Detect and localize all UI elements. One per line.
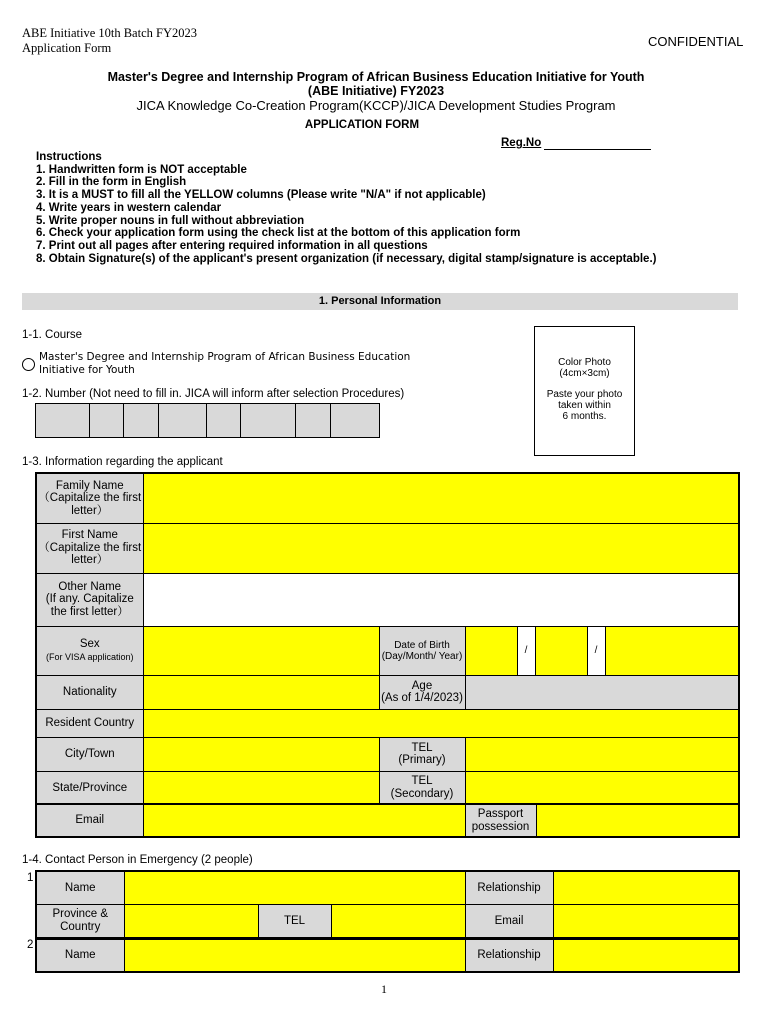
sex-input[interactable] bbox=[143, 626, 379, 675]
email-label-2: Email bbox=[465, 904, 553, 938]
dob-separator: / bbox=[587, 626, 605, 675]
first-name-label bbox=[36, 523, 143, 573]
contact-2-number: 2 bbox=[27, 939, 34, 951]
number-cell bbox=[159, 404, 207, 437]
contact-2-relationship-input[interactable] bbox=[553, 939, 739, 972]
photo-box[interactable] bbox=[534, 326, 635, 456]
application-form-heading: APPLICATION FORM bbox=[304, 119, 420, 131]
course-label: 1-1. Course bbox=[22, 329, 83, 341]
applicant-info-table bbox=[35, 472, 740, 806]
tel-secondary-text: TEL bbox=[411, 775, 433, 788]
other-name-text: Other Name bbox=[58, 580, 122, 593]
contact-2-relationship-label: Relationship bbox=[465, 939, 553, 972]
photo-label: Color Photo bbox=[558, 357, 611, 368]
tel-secondary-label bbox=[379, 771, 465, 805]
header-left bbox=[22, 26, 197, 56]
first-name-note: （Capitalize the first letter） bbox=[38, 541, 142, 567]
province-country-label: Province & Country bbox=[36, 904, 124, 938]
reg-no-field[interactable] bbox=[544, 149, 651, 150]
nationality-label: Nationality bbox=[36, 675, 143, 709]
family-name-label bbox=[36, 473, 143, 523]
tel-primary-input[interactable] bbox=[465, 737, 739, 771]
instruction-item: 1. Handwritten form is NOT acceptable bbox=[36, 163, 247, 176]
course-option-line2: Initiative for Youth bbox=[39, 364, 135, 376]
tel-primary-text: TEL bbox=[411, 741, 433, 754]
age-note: (As of 1/4/2023) bbox=[381, 692, 463, 704]
resident-country-label: Resident Country bbox=[36, 709, 143, 737]
sex-text: Sex bbox=[79, 638, 100, 650]
program-title: Master's Degree and Internship Program of African Business Education Initiative for Youth bbox=[107, 70, 645, 84]
tel-input[interactable] bbox=[331, 904, 465, 938]
tel-primary-note: (Primary) bbox=[398, 754, 446, 766]
number-cell bbox=[90, 404, 125, 437]
instruction-item: 8. Obtain Signature(s) of the applicant's present organization (if necessary, digital stamp/signature is acceptable.) bbox=[36, 252, 657, 265]
emergency-contact-2-clip bbox=[35, 938, 738, 962]
city-label: City/Town bbox=[36, 737, 143, 771]
tel-primary-label bbox=[379, 737, 465, 771]
instructions-heading: Instructions bbox=[36, 151, 102, 163]
number-cell bbox=[331, 404, 379, 437]
instruction-item: 3. It is a MUST to fill all the YELLOW columns (Please write "N/A" if not applicable) bbox=[36, 189, 486, 202]
tel-secondary-note: (Secondary) bbox=[390, 787, 454, 800]
contact-name-label: Name bbox=[36, 871, 124, 904]
number-cell bbox=[36, 404, 90, 437]
photo-size: (4cm×3cm) bbox=[559, 368, 610, 379]
relationship-input[interactable] bbox=[553, 871, 739, 904]
course-radio-button[interactable] bbox=[22, 358, 35, 371]
confidential-label: CONFIDENTIAL bbox=[648, 34, 744, 49]
applicant-info-label: 1-3. Information regarding the applicant bbox=[22, 456, 223, 468]
dob-separator: / bbox=[517, 626, 535, 675]
section-personal-info-bar: 1. Personal Information bbox=[22, 293, 738, 310]
other-name-input[interactable] bbox=[143, 573, 739, 626]
state-label: State/Province bbox=[36, 771, 143, 805]
other-name-note: (If any. Capitalize the first letter） bbox=[45, 593, 134, 618]
program-kccp: JICA Knowledge Co-Creation Program(KCCP)/JICA Development Studies Program bbox=[136, 98, 616, 113]
passport-label: Passport possession bbox=[465, 804, 536, 837]
photo-instruction-3: 6 months. bbox=[562, 411, 607, 422]
sex-note: (For VISA application) bbox=[45, 651, 134, 662]
family-name-input[interactable] bbox=[143, 473, 739, 523]
form-name-label: Application Form bbox=[22, 41, 112, 55]
nationality-input[interactable] bbox=[143, 675, 379, 709]
page-number: 1 bbox=[381, 982, 387, 996]
instruction-item: 5. Write proper nouns in full without abbreviation bbox=[36, 214, 305, 227]
email-label: Email bbox=[36, 804, 143, 837]
number-cell bbox=[207, 404, 241, 437]
number-cell bbox=[241, 404, 297, 437]
course-option-line1: Master's Degree and Internship Program of African Business Education bbox=[39, 351, 411, 363]
instruction-item: 2. Fill in the form in English bbox=[36, 176, 187, 189]
first-name-input[interactable] bbox=[143, 523, 739, 573]
dob-day-input[interactable] bbox=[465, 626, 517, 675]
number-boxes bbox=[35, 403, 380, 438]
instructions bbox=[36, 151, 656, 265]
program-subtitle: (ABE Initiative) FY2023 bbox=[307, 84, 445, 98]
number-label: 1-2. Number (Not need to fill in. JICA will inform after selection Procedures) bbox=[22, 388, 405, 400]
state-input[interactable] bbox=[143, 771, 379, 805]
email-table bbox=[35, 803, 740, 838]
first-name-text: First Name bbox=[61, 529, 118, 542]
age-value bbox=[465, 675, 739, 709]
emergency-contact-label: 1-4. Contact Person in Emergency (2 people) bbox=[22, 854, 253, 866]
resident-country-input[interactable] bbox=[143, 709, 739, 737]
photo-instruction-2: taken within bbox=[558, 400, 611, 411]
relationship-label: Relationship bbox=[465, 871, 553, 904]
contact-name-input[interactable] bbox=[124, 871, 465, 904]
emergency-contact-2-table bbox=[35, 938, 740, 973]
dob-month-input[interactable] bbox=[535, 626, 587, 675]
instruction-item: 7. Print out all pages after entering required information in all questions bbox=[36, 239, 428, 252]
course-option-text bbox=[39, 351, 410, 377]
email-input[interactable] bbox=[143, 804, 465, 837]
email-input-2[interactable] bbox=[553, 904, 739, 938]
family-name-note: （Capitalize the first letter） bbox=[38, 492, 142, 517]
city-input[interactable] bbox=[143, 737, 379, 771]
sex-label bbox=[36, 626, 143, 675]
age-label bbox=[379, 675, 465, 709]
contact-2-name-label: Name bbox=[36, 939, 124, 972]
instruction-item: 4. Write years in western calendar bbox=[36, 201, 222, 214]
family-name-text: Family Name bbox=[55, 479, 124, 492]
contact-1-number: 1 bbox=[27, 872, 34, 884]
contact-2-name-input[interactable] bbox=[124, 939, 465, 972]
dob-label: Date of Birth (Day/Month/ Year) bbox=[379, 626, 465, 675]
province-country-input[interactable] bbox=[124, 904, 258, 938]
passport-input[interactable] bbox=[536, 804, 739, 837]
number-cell bbox=[296, 404, 331, 437]
instruction-item: 6. Check your application form using the check list at the bottom of this application form bbox=[36, 227, 521, 240]
tel-label: TEL bbox=[258, 904, 331, 938]
photo-instruction-1: Paste your photo bbox=[546, 389, 623, 400]
other-name-label bbox=[36, 573, 143, 626]
dob-year-input[interactable] bbox=[605, 626, 739, 675]
number-cell bbox=[124, 404, 159, 437]
batch-label: ABE Initiative 10th Batch FY2023 bbox=[22, 26, 197, 40]
age-text: Age bbox=[411, 679, 433, 692]
tel-secondary-input[interactable] bbox=[465, 771, 739, 805]
reg-no-label: Reg.No bbox=[501, 137, 542, 149]
emergency-contact-1-table bbox=[35, 870, 740, 939]
